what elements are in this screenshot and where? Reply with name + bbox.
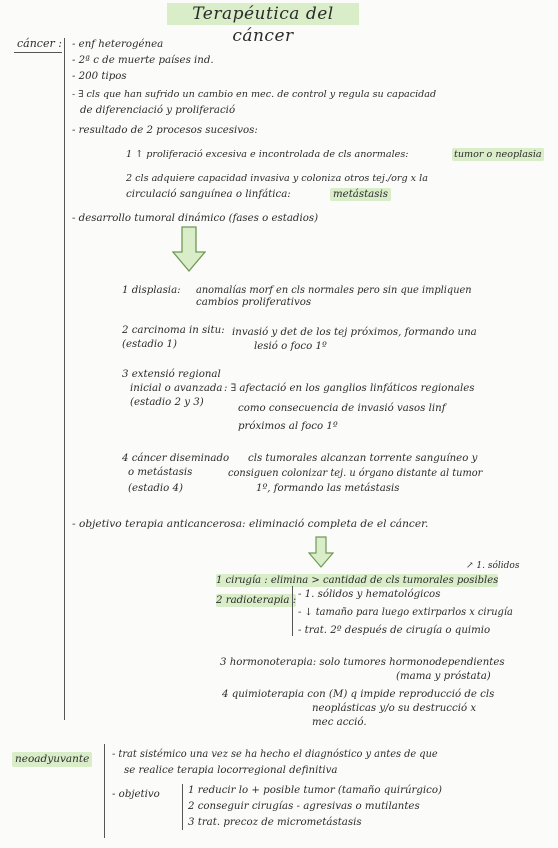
text-line: - enf heterogénea [72, 39, 164, 50]
treatment-2-item: - 1. sólidos y hematológicos [298, 589, 441, 600]
vertical-divider [64, 38, 65, 720]
treatment-1: 1 cirugía : elimina > cantidad de cls tumorales posibles [216, 575, 499, 586]
key-underline [14, 52, 62, 53]
text-line: se realice terapia locorregional definitiva [124, 765, 338, 776]
treatment-3-text: (mama y próstata) [396, 671, 491, 682]
treatment-4-text: neoplásticas y/o su destrucció x [312, 703, 477, 714]
stage-4-label: (estadio 4) [128, 483, 184, 494]
page-title: Terapéutica del cáncer [167, 3, 359, 25]
key-neoadyuvante: neoadyuvante [12, 752, 92, 767]
bracket [292, 586, 293, 636]
stage-1-text: cambios proliferativos [196, 297, 312, 308]
treatment-4: 4 quimioterapia con (M) q impide reproducció de cls [222, 689, 495, 700]
treatment-4-text: mec acció. [312, 717, 367, 728]
text-line: - ∃ cls que han sufrido un cambio en mec. de control y regula su capacidad [72, 89, 437, 100]
stage-1: 1 displasia: [122, 285, 181, 296]
annotation-solidos: ↗ 1. sólidos [466, 561, 520, 571]
treatment-2-item: - ↓ tamaño para luego extirparlos x cirugía [298, 607, 513, 618]
objective-3: 3 trat. precoz de micrometástasis [188, 817, 362, 828]
text-line: - resultado de 2 procesos sucesivos: [72, 125, 258, 136]
text-line: - objetivo [112, 789, 160, 800]
stage-3: 3 extensió regional [122, 369, 221, 380]
text-line: - objetivo terapia anticancerosa: eliminació completa de el cáncer. [72, 518, 429, 530]
stage-4: 4 cáncer diseminado [122, 453, 230, 464]
bracket [182, 784, 183, 830]
stage-4-text: 1º, formando las metástasis [256, 483, 400, 494]
process-1: 1 ↑ proliferació excesiva e incontrolada de cls anormales: [126, 149, 409, 160]
key-cancer: cáncer : [17, 37, 62, 50]
stage-1-text: anomalías morf en cls normales pero sin que impliquen [196, 285, 472, 296]
stage-3-text: como consecuencia de invasió vasos linf [238, 403, 446, 414]
treatment-2: 2 radioterapia : [216, 595, 297, 606]
treatment-3: 3 hormonoterapia: solo tumores hormonodependientes [220, 657, 505, 668]
stage-2-text: lesió o foco 1º [254, 341, 327, 352]
stage-2-text: invasió y det de los tej próximos, formando una [232, 327, 477, 338]
stage-4-label: o metástasis [128, 467, 193, 478]
text-line: - 2ª c de muerte países ind. [72, 55, 214, 66]
stage-3-label: (estadio 2 y 3) [130, 397, 204, 408]
stage-2: 2 carcinoma in situ: [122, 325, 225, 336]
objective-2: 2 conseguir cirugías - agresivas o mutilantes [188, 801, 420, 812]
text-line: - desarrollo tumoral dinámico (fases o estadios) [72, 213, 319, 224]
process-2: 2 cls adquiere capacidad invasiva y coloniza otros tej./org x la [126, 173, 428, 184]
objective-1: 1 reducir lo + posible tumor (tamaño quirúrgico) [188, 785, 442, 796]
text-line: de diferenciació y proliferació [80, 105, 236, 116]
stage-2-label: (estadio 1) [122, 339, 178, 350]
process-2-highlight: metástasis [330, 188, 391, 201]
stage-3-text: : ∃ afectació en los ganglios linfáticos regionales [224, 383, 475, 394]
vertical-divider [104, 744, 105, 838]
treatment-2-item: - trat. 2º después de cirugía o quimio [298, 625, 491, 636]
text-line: - 200 tipos [72, 71, 127, 82]
process-2-cont: circulació sanguínea o linfática: [126, 189, 291, 200]
down-arrow-icon [308, 536, 334, 568]
process-1-highlight: tumor o neoplasia [454, 149, 542, 160]
stage-4-text: cls tumorales alcanzan torrente sanguíneo y [248, 453, 478, 464]
down-arrow-icon [172, 226, 206, 272]
stage-3-text: próximos al foco 1º [238, 421, 338, 432]
stage-4-text: consiguen colonizar tej. u órgano distante al tumor [228, 468, 483, 479]
stage-3-label: inicial o avanzada [130, 383, 223, 394]
text-line: - trat sistémico una vez se ha hecho el diagnóstico y antes de que [112, 749, 438, 760]
